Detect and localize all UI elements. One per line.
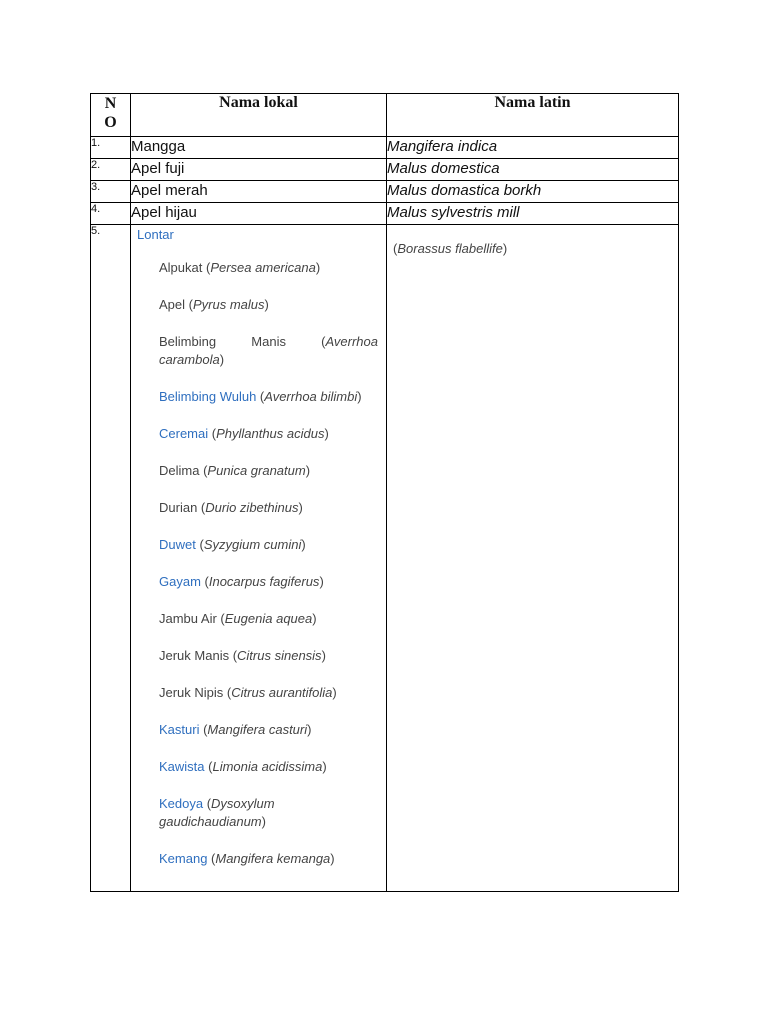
fruit-latin-name: Punica granatum [207,463,306,478]
paren-open: ( [216,611,225,626]
paren-open: ( [208,426,217,441]
local-name-list-cell [131,225,387,892]
local-name: Apel hijau [131,203,387,225]
fruit-latin-name: Citrus aurantifolia [231,685,333,700]
fruit-local-name: Durian [159,500,198,515]
row-number: 2. [91,159,131,181]
fruit-local-name: Apel [159,297,186,312]
fruit-list-item [137,536,378,554]
fruit-latin-name: Durio zibethinus [205,500,299,515]
row-number: 1. [91,137,131,159]
fruit-local-name[interactable]: Gayam [159,574,201,589]
fruit-local-name[interactable]: Kawista [159,759,205,774]
latin-name: Malus domestica [387,159,679,181]
paren-open: ( [197,500,206,515]
paren-close: ) [305,463,311,478]
fruit-latin-name: Mangifera kemanga [215,851,331,866]
fruit-latin-name: Citrus sinensis [237,648,322,663]
row-number: 3. [91,181,131,203]
lontar-latin [387,225,678,256]
table-row [91,203,679,225]
local-name: Apel fuji [131,159,387,181]
fruit-latin-name: Mangifera casturi [207,722,308,737]
latin-name-cell [387,225,679,892]
fruit-list-item [137,721,378,739]
paren-open: ( [393,241,398,256]
paren-close: ) [322,759,327,774]
header-no-line2: O [104,114,117,131]
local-name: Mangga [131,137,387,159]
table-row [91,137,679,159]
paren-close: ) [301,537,306,552]
paren-close: ) [357,389,362,404]
fruit-list [131,225,386,868]
paren-close: ) [261,814,266,829]
paren-open: ( [229,648,238,663]
fruit-latin-name: Limonia acidissima [212,759,323,774]
fruit-list-item [137,388,378,406]
paren-open: ( [199,722,208,737]
paren-open: ( [185,297,193,312]
table-row [91,159,679,181]
paren-close: ) [332,685,337,700]
paren-open: ( [204,759,213,774]
paren-open: ( [202,260,211,275]
paren-close: ) [502,241,508,256]
fruit-list-item [137,333,378,369]
row-number: 5. [91,225,131,892]
paren-close: ) [319,574,324,589]
header-no [91,94,131,137]
fruit-local-name[interactable]: Belimbing Wuluh [159,389,257,404]
paren-open: ( [285,334,326,349]
fruit-local-name[interactable]: Duwet [159,537,196,552]
latin-name: Malus domastica borkh [387,181,679,203]
lontar-latin-name: Borassus flabellife [397,241,503,256]
latin-name: Malus sylvestris mill [387,203,679,225]
fruit-list-item [137,850,378,868]
fruit-local-name: Jambu Air [159,611,217,626]
header-row [91,94,679,137]
paren-close: ) [330,851,335,866]
fruit-latin-name: Dysoxylum gaudichaudianum [159,796,275,829]
fruit-local-name[interactable]: Kedoya [159,796,204,811]
fruit-local-name: Delima [159,463,200,478]
paren-close: ) [307,722,312,737]
fruit-list-item [137,462,378,480]
paren-close: ) [264,297,269,312]
paren-open: ( [207,851,216,866]
paren-close: ) [219,352,225,367]
row-number: 4. [91,203,131,225]
header-no-line1: N [104,95,117,112]
fruit-list-item [137,758,378,776]
fruit-local-name: Belimbing Manis [159,334,286,349]
table-row [91,181,679,203]
paren-open: ( [203,796,212,811]
paren-open: ( [200,574,209,589]
table-row [91,225,679,892]
fruit-latin-name: Syzygium cumini [203,537,302,552]
paren-close: ) [315,260,321,275]
header-nama-lokal: Nama lokal [131,94,387,137]
header-nama-latin: Nama latin [387,94,679,137]
fruit-local-name: Jeruk Manis [159,648,230,663]
fruit-latin-name: Inocarpus fagiferus [208,574,320,589]
fruit-local-name: Jeruk Nipis [159,685,224,700]
fruit-latin-name: Eugenia aquea [224,611,313,626]
lontar-link[interactable]: Lontar [137,227,174,242]
fruit-items [137,259,378,868]
fruit-local-name[interactable]: Ceremai [159,426,209,441]
fruit-list-item [137,647,378,665]
fruit-latin-name: Averrhoa carambola [159,334,378,367]
fruit-list-item [137,499,378,517]
paren-close: ) [298,500,303,515]
fruit-local-name[interactable]: Kasturi [159,722,200,737]
fruit-list-item [137,425,378,443]
paren-open: ( [256,389,265,404]
fruit-list-item [137,259,378,277]
fruit-latin-name: Averrhoa bilimbi [264,389,358,404]
fruit-list-item [137,573,378,591]
paren-close: ) [324,426,329,441]
fruit-latin-name: Persea americana [210,260,316,275]
paren-open: ( [199,463,208,478]
paren-open: ( [195,537,204,552]
fruit-list-item [137,610,378,628]
fruit-list-item [137,684,378,702]
local-name: Apel merah [131,181,387,203]
fruit-local-name: Alpukat [159,260,203,275]
latin-name: Mangifera indica [387,137,679,159]
fruit-local-name[interactable]: Kemang [159,851,208,866]
paren-close: ) [321,648,326,663]
fruit-list-item [137,296,378,314]
fruit-list-item [137,795,378,831]
paren-open: ( [223,685,232,700]
fruit-latin-name: Phyllanthus acidus [216,426,325,441]
paren-close: ) [312,611,317,626]
fruit-table [90,93,679,892]
fruit-latin-name: Pyrus malus [192,297,265,312]
